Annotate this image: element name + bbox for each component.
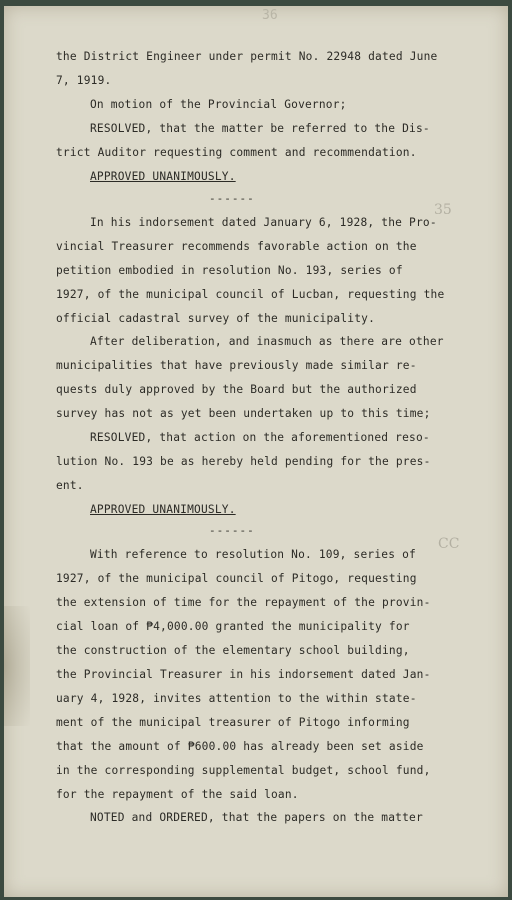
- text-line: RESOLVED, that action on the aforementioned reso-: [90, 431, 430, 444]
- approved-line: APPROVED UNANIMOUSLY.: [90, 503, 236, 516]
- text-line: municipalities that have previously made similar re-: [56, 359, 417, 372]
- separator: ------: [209, 524, 255, 537]
- text-line: After deliberation, and inasmuch as there are other: [90, 335, 444, 348]
- separator: ------: [209, 192, 255, 205]
- document-page: [4, 6, 508, 897]
- text-line: quests duly approved by the Board but the authorized: [56, 383, 417, 396]
- edge-stain: [4, 606, 30, 726]
- text-line: official cadastral survey of the municipality.: [56, 312, 376, 325]
- text-line: uary 4, 1928, invites attention to the within state-: [56, 692, 417, 705]
- text-line: for the repayment of the said loan.: [56, 788, 299, 801]
- text-line: survey has not as yet been undertaken up to this time;: [56, 407, 431, 420]
- text-line: vincial Treasurer recommends favorable action on the: [56, 240, 417, 253]
- text-line: lution No. 193 be as hereby held pending for the pres-: [56, 455, 431, 468]
- text-line: 1927, of the municipal council of Pitogo, requesting: [56, 572, 417, 585]
- text-line: the extension of time for the repayment of the provin-: [56, 596, 431, 609]
- text-line: 7, 1919.: [56, 74, 112, 87]
- text-line: that the amount of ₱600.00 has already been set aside: [56, 740, 424, 753]
- text-line: NOTED and ORDERED, that the papers on the matter: [90, 811, 423, 824]
- text-line: cial loan of ₱4,000.00 granted the municipality for: [56, 620, 410, 633]
- text-line: the District Engineer under permit No. 22948 dated June: [56, 50, 438, 63]
- text-line: ment of the municipal treasurer of Pitogo informing: [56, 716, 410, 729]
- text-line: 1927, of the municipal council of Lucban, requesting the: [56, 288, 445, 301]
- text-line: the Provincial Treasurer in his indorsement dated Jan-: [56, 668, 431, 681]
- text-line: petition embodied in resolution No. 193, series of: [56, 264, 403, 277]
- approved-line: APPROVED UNANIMOUSLY.: [90, 170, 236, 183]
- text-line: With reference to resolution No. 109, series of: [90, 548, 416, 561]
- text-line: In his indorsement dated January 6, 1928, the Pro-: [90, 216, 437, 229]
- page-number: 36: [262, 8, 278, 23]
- marginal-mark: CC: [438, 536, 460, 552]
- text-line: ent.: [56, 479, 84, 492]
- text-line: trict Auditor requesting comment and recommendation.: [56, 146, 417, 159]
- text-line: On motion of the Provincial Governor;: [90, 98, 347, 111]
- marginal-mark: 35: [434, 202, 452, 218]
- text-line: RESOLVED, that the matter be referred to the Dis-: [90, 122, 430, 135]
- text-line: the construction of the elementary school building,: [56, 644, 410, 657]
- text-line: in the corresponding supplemental budget, school fund,: [56, 764, 431, 777]
